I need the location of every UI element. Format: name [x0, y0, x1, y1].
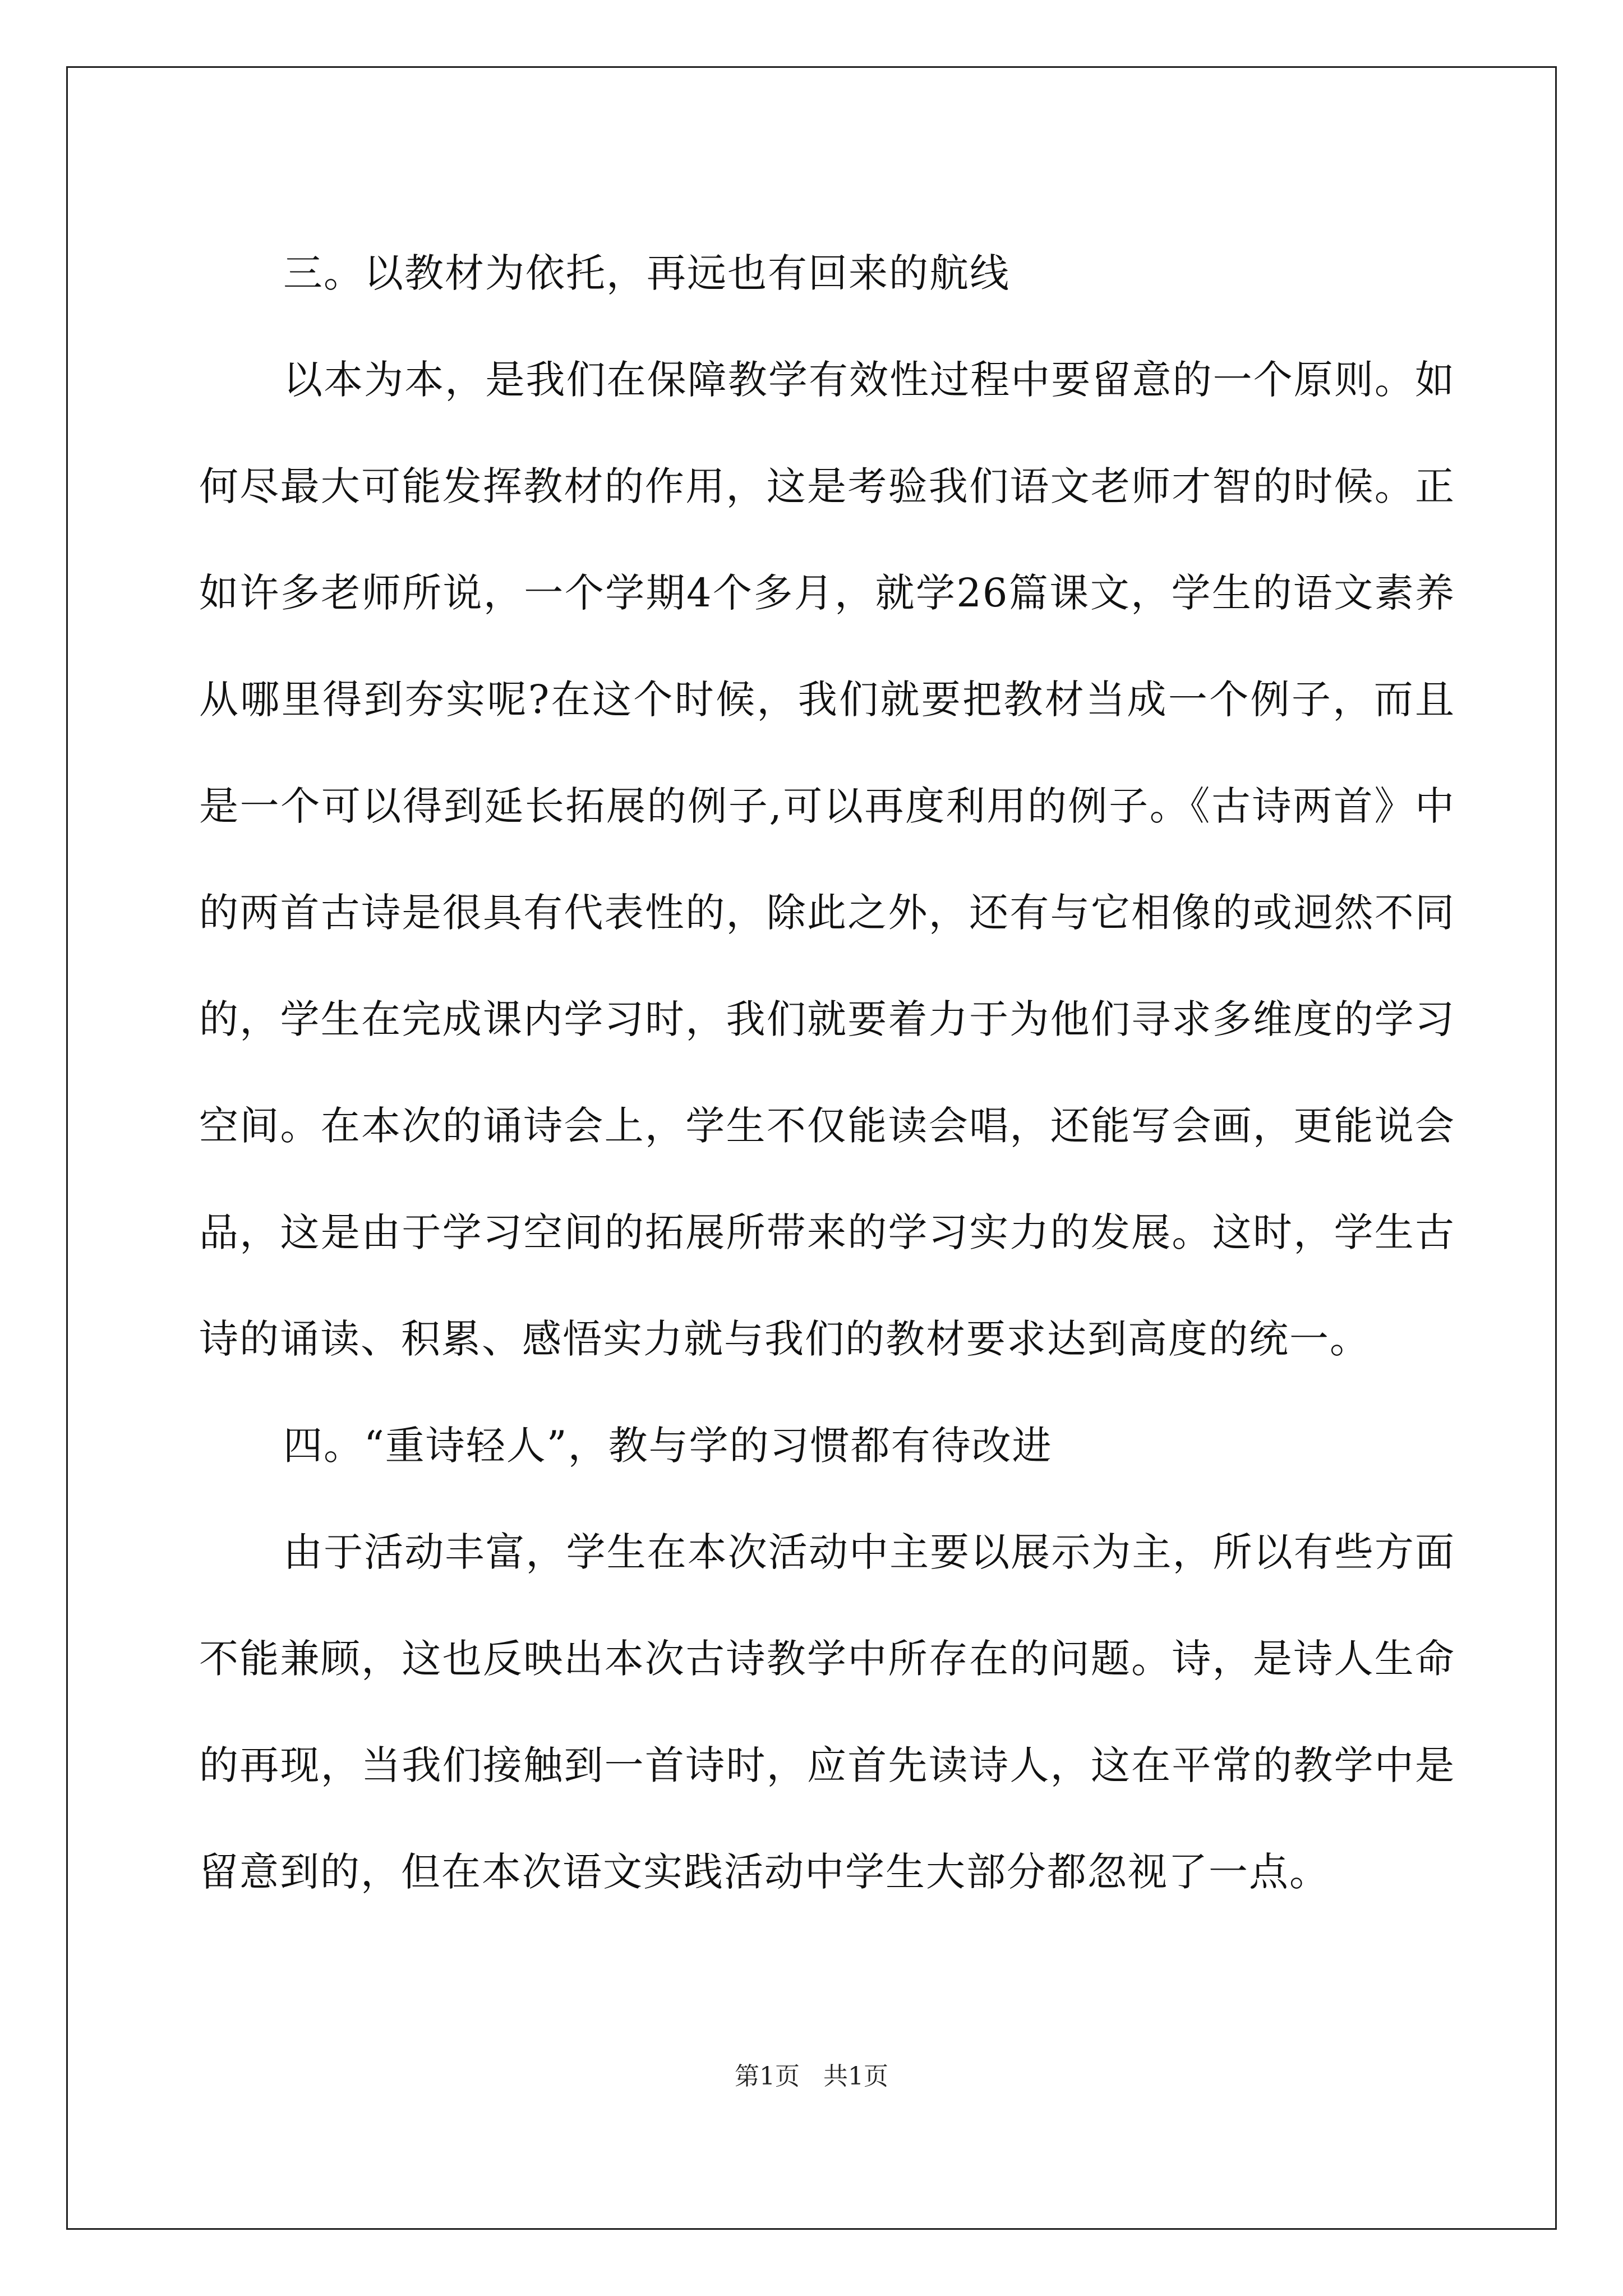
paragraph-poet: 由于活动丰富，学生在本次活动中主要以展示为主，所以有些方面不能兼顾，这也反映出本次古诗教学中所存在的问题。诗，是诗人生命的再现，当我们接触到一首诗时，应首先读诗人，这在平常的教学中是留意到的，但在本次语文实践活动中学生大部分都忽视了一点。: [199, 1529, 1455, 1895]
section-heading-4: 四。“重诗轻人”，教与学的习惯都有待改进: [283, 1423, 1053, 1469]
section-heading-3: 三。以教材为依托，再远也有回来的航线: [283, 250, 1010, 296]
document-body: [199, 220, 1455, 1925]
page-footer: 第1页 共1页: [735, 2062, 888, 2091]
paragraph-textbook: 以本为本，是我们在保障教学有效性过程中要留意的一个原则。如何尽最大可能发挥教材的作用，这是考验我们语文老师才智的时候。正如许多老师所说，一个学期4个多月，就学26篇课文，学生的语文素养从哪里得到夯实呢?在这个时候，我们就要把教材当成一个例子，而且是一个可以得到延长拓展的例子,可以再度利用的例子。《古诗两首》中的两首古诗是很具有代表性的，除此之外，还有与它相像的或迥然不同的，学生在完成课内学习时，我们就要着力于为他们寻求多维度的学习空间。在本次的诵诗会上，学生不仅能读会唱，还能写会画，更能说会品，这是由于学习空间的拓展所带来的学习实力的发展。这时，学生古诗的诵读、积累、感悟实力就与我们的教材要求达到高度的统一。: [199, 357, 1455, 1362]
